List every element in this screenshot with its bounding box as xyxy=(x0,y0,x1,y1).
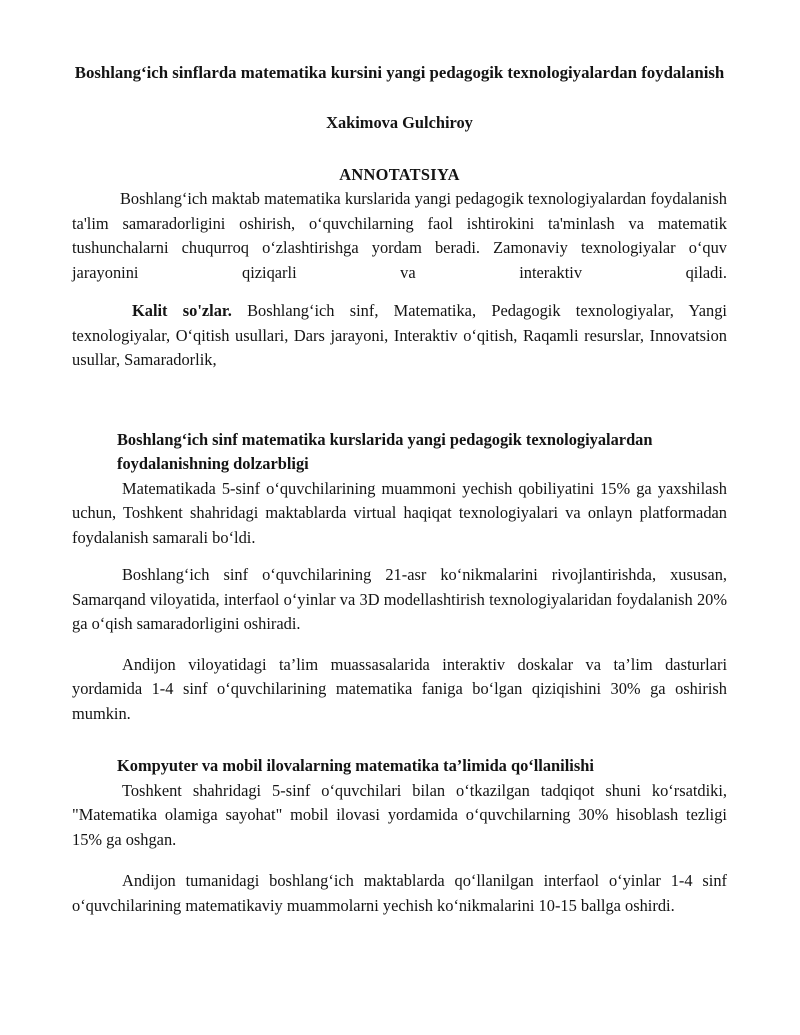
section-paragraph: Boshlang‘ich sinf o‘quvchilarining 21-asr ko‘nikmalarini rivojlantirishda, xususan, Samarqand viloyatida, interfaol o‘yinlar va 3D modellashtirish texnologiyalaridan foydalanish 20% ga o‘qish samaradorligini oshiradi. xyxy=(72,565,727,633)
section-paragraph: Andijon tumanidagi boshlang‘ich maktablarda qo‘llanilgan interfaol o‘yinlar 1-4 sinf o‘quvchilarining matematikaviy muammolarni yechish ko‘nikmalarini 10-15 ballga oshirdi. xyxy=(72,871,727,915)
section-paragraph: Andijon viloyatidagi ta’lim muassasalarida interaktiv doskalar va ta’lim dasturlari yordamida 1-4 sinf o‘quvchilarining matematika faniga bo‘lgan qiziqishini 30% ga oshirish mumkin. xyxy=(72,654,727,723)
section-paragraph: Toshkent shahridagi 5-sinf o‘quvchilari bilan o‘tkazilgan tadqiqot shuni ko‘rsatdiki, "Matematika olamiga sayohat" mobil ilovasi yordamida o‘quvchilarning 30% hisoblash tezligi 15% ga oshgan. xyxy=(72,780,727,849)
document-title: Boshlang‘ich sinflarda matematika kursini yangi pedagogik texnologiyalardan foydalanish xyxy=(74,63,725,82)
section-computer-mobile-apps xyxy=(72,754,727,918)
section-heading-relevance: Boshlang‘ich sinf matematika kurslarida yangi pedagogik texnologiyalardan foydalanishning dolzarbligi xyxy=(117,429,653,473)
annotation-paragraph: Boshlang‘ich maktab matematika kurslarida yangi pedagogik texnologiyalardan foydalanish ta'lim samaradorligini oshirish, o‘quvchilarning faol ishtirokini ta'minlash va matematik tushunchalarni chuqurroq o‘zlashtirishga yordam beradi. Zamonaviy texnologiyalar o‘quv jarayonini qiziqarli va interaktiv qiladi. xyxy=(72,189,727,282)
section-relevance xyxy=(72,428,727,727)
keywords-label: Kalit so'zlar. xyxy=(132,301,232,320)
keywords-paragraph xyxy=(72,299,727,373)
section-heading-computer-mobile-apps: Kompyuter va mobil ilovalarning matematika ta’limida qo‘llanilishi xyxy=(117,756,594,775)
keywords-text: Boshlang‘ich sinf, Matematika, Pedagogik texnologiyalar, Yangi texnologiyalar, O‘qitish usullari, Dars jarayoni, Interaktiv o‘qitish, Raqamli resurslar, Innovatsion usullar, Samaradorlik, xyxy=(72,301,727,369)
section-paragraph: Matematikada 5-sinf o‘quvchilarining muammoni yechish qobiliyatini 15% ga yaxshilash uchun, Toshkent shahridagi maktablarda virtual haqiqat texnologiyalari va onlayn platformadan foydalanish samarali bo‘ldi. xyxy=(72,478,727,547)
annotation-heading: ANNOTATSIYA xyxy=(339,164,460,184)
author-name: Xakimova Gulchiroy xyxy=(326,113,473,132)
